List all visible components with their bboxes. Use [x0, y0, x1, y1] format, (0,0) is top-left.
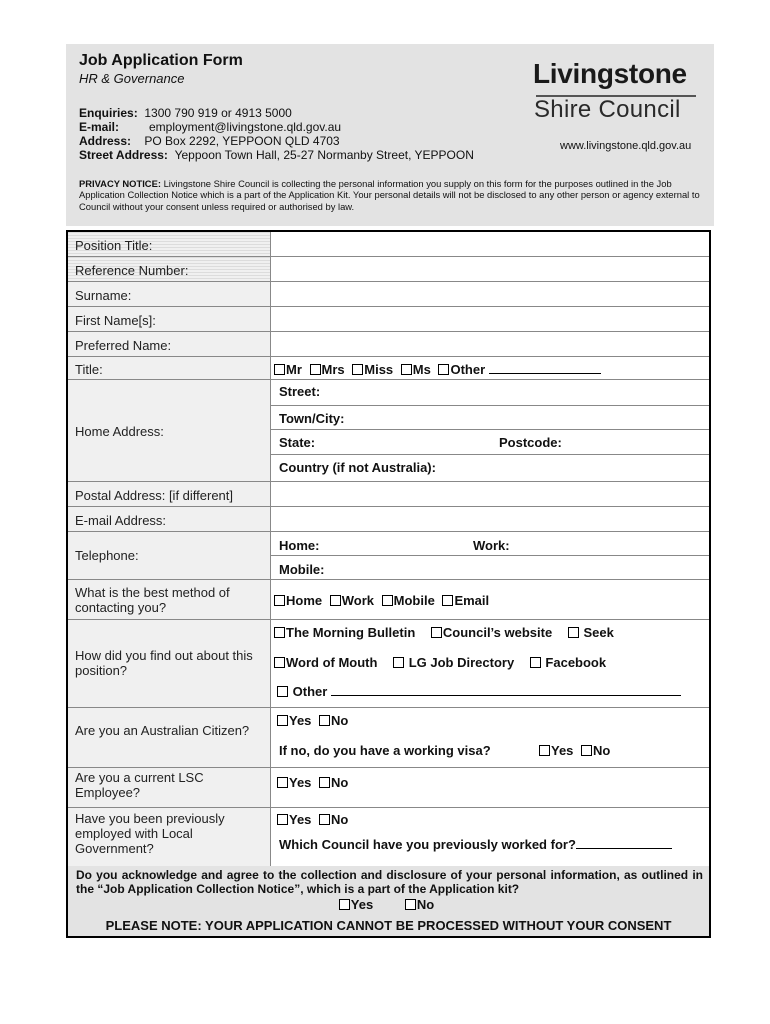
application-form	[66, 230, 711, 938]
enquiries-value: 1300 790 919 or 4913 5000	[144, 106, 292, 120]
email-label: E-mail:	[79, 120, 120, 134]
label-title: Title:	[75, 362, 103, 377]
title-options	[274, 362, 605, 377]
label-contact-method: What is the best method of contacting you?	[75, 585, 230, 615]
checkbox[interactable]	[274, 627, 285, 638]
checkbox[interactable]	[274, 364, 285, 375]
form-subtitle: HR & Governance	[79, 71, 185, 86]
row-preferred-name	[68, 332, 709, 357]
label-local-government: Have you been previously employed with Local Government?	[75, 811, 225, 856]
council-logo-subtitle: Shire Council	[534, 96, 681, 123]
reference-number-field[interactable]	[271, 257, 709, 281]
preferred-name-field[interactable]	[271, 332, 709, 356]
label-position-title: Position Title:	[75, 238, 153, 253]
label-telephone: Telephone:	[75, 548, 139, 563]
street-value: Yeppoon Town Hall, 25-27 Normanby Street, YEPPOON	[174, 148, 474, 162]
find-option-council-website[interactable]: Council’s website	[431, 625, 552, 640]
label-reference-number: Reference Number:	[75, 263, 189, 278]
address-value: PO Box 2292, YEPPOON QLD 4703	[144, 134, 340, 148]
checkbox[interactable]	[431, 627, 442, 638]
find-option-facebook[interactable]: Facebook	[530, 655, 606, 670]
row-find-position	[68, 620, 709, 708]
contact-option-work[interactable]: Work	[330, 593, 374, 608]
checkbox[interactable]	[581, 745, 592, 756]
title-option-other[interactable]: Other	[438, 362, 600, 377]
position-title-field[interactable]	[271, 232, 709, 256]
contact-option-mobile[interactable]: Mobile	[382, 593, 435, 608]
mobile-phone-field[interactable]: Mobile:	[279, 562, 325, 577]
enquiries-label: Enquiries	[79, 106, 134, 120]
checkbox[interactable]	[277, 814, 288, 825]
state-postcode-field[interactable]	[271, 430, 709, 455]
consent-section	[68, 866, 709, 936]
gov-option-no[interactable]: No	[319, 812, 348, 827]
street-field[interactable]: Street:	[271, 380, 709, 406]
checkbox[interactable]	[277, 777, 288, 788]
find-option-seek[interactable]: Seek	[568, 625, 614, 640]
council-logo-name: Livingstone	[533, 58, 687, 89]
checkbox[interactable]	[319, 814, 330, 825]
checkbox[interactable]	[319, 777, 330, 788]
lsc-option-yes[interactable]: Yes	[277, 775, 311, 790]
home-work-phone-field[interactable]	[271, 532, 709, 556]
citizen-option-no[interactable]: No	[319, 713, 348, 728]
checkbox[interactable]	[352, 364, 363, 375]
enquiries-line: Enquiries: 1300 790 919 or 4913 5000	[79, 106, 292, 120]
row-reference-number	[68, 257, 709, 282]
state-label: State:	[279, 435, 316, 450]
lsc-option-no[interactable]: No	[319, 775, 348, 790]
checkbox[interactable]	[405, 899, 416, 910]
contact-option-home[interactable]: Home	[274, 593, 322, 608]
consent-option-yes[interactable]: Yes	[339, 897, 373, 912]
street-label: Street Address:	[79, 148, 168, 162]
row-postal-address	[68, 482, 709, 507]
which-council-question: Which Council have you previously worked for?	[279, 837, 576, 852]
form-header	[66, 44, 714, 226]
row-lsc-employee	[68, 768, 709, 808]
home-phone-label: Home:	[279, 538, 320, 553]
find-options-row-2	[274, 655, 610, 670]
lsc-options	[277, 775, 352, 790]
surname-field[interactable]	[271, 282, 709, 306]
label-surname: Surname:	[75, 288, 132, 303]
privacy-label: PRIVACY NOTICE:	[79, 178, 161, 189]
label-lsc-employee: Are you a current LSC Employee?	[75, 770, 204, 800]
row-email-address	[68, 507, 709, 532]
visa-options	[539, 743, 614, 758]
checkbox[interactable]	[539, 745, 550, 756]
label-postal-address: Postal Address: [if different]	[75, 488, 234, 503]
label-citizen: Are you an Australian Citizen?	[75, 723, 250, 738]
visa-option-yes[interactable]: Yes	[539, 743, 573, 758]
title-option-miss[interactable]: Miss	[352, 362, 393, 377]
row-first-names	[68, 307, 709, 332]
checkbox[interactable]	[330, 595, 341, 606]
find-option-word-of-mouth[interactable]: Word of Mouth	[274, 655, 377, 670]
gov-options	[277, 812, 352, 827]
citizen-option-yes[interactable]: Yes	[277, 713, 311, 728]
contact-option-email[interactable]: Email	[442, 593, 489, 608]
find-option-morning-bulletin[interactable]: The Morning Bulletin	[274, 625, 415, 640]
row-local-government	[68, 808, 709, 866]
row-surname	[68, 282, 709, 307]
consent-question: Do you acknowledge and agree to the collection and disclosure of your personal information, as outlined in the “Job Application Collection Notice”, which is a part of the Application kit?	[76, 868, 703, 896]
consent-warning: PLEASE NOTE: YOUR APPLICATION CANNOT BE PROCESSED WITHOUT YOUR CONSENT	[105, 918, 672, 933]
row-citizen	[68, 708, 709, 768]
title-option-mrs[interactable]: Mrs	[310, 362, 345, 377]
label-preferred-name: Preferred Name:	[75, 338, 172, 353]
checkbox[interactable]	[568, 627, 579, 638]
town-city-field[interactable]: Town/City:	[271, 406, 709, 430]
label-home-address: Home Address:	[75, 424, 164, 439]
row-telephone	[68, 532, 709, 580]
email-address-field[interactable]	[271, 507, 709, 531]
checkbox[interactable]	[274, 657, 285, 668]
country-field[interactable]: Country (if not Australia):	[279, 460, 436, 475]
gov-option-yes[interactable]: Yes	[277, 812, 311, 827]
title-option-ms[interactable]: Ms	[401, 362, 431, 377]
title-other-blank[interactable]	[489, 373, 601, 374]
visa-question: If no, do you have a working visa?	[279, 743, 491, 758]
which-council-blank[interactable]	[576, 848, 672, 849]
label-find-position: How did you find out about this position?	[75, 648, 253, 678]
checkbox[interactable]	[277, 686, 288, 697]
label-first-names: First Name[s]:	[75, 313, 156, 328]
checkbox[interactable]	[274, 595, 285, 606]
privacy-text: Livingstone Shire Council is collecting the personal information you supply on this form for the purposes outlined in the Job Application Collection Notice which is a part of the Application Kit. Your personal details will not be disclosed to any other person or agency external to Council without your consent unless required or authorised by law.	[79, 178, 700, 212]
find-option-other[interactable]: Other	[277, 684, 681, 699]
contact-options	[274, 593, 493, 608]
row-home-address	[68, 380, 709, 482]
website-link[interactable]: www.livingstone.qld.gov.au	[560, 140, 692, 152]
work-phone-label: Work:	[473, 538, 510, 553]
which-council-line	[279, 837, 672, 852]
postcode-label: Postcode:	[499, 435, 562, 450]
postal-address-field[interactable]	[271, 482, 709, 506]
checkbox[interactable]	[530, 657, 541, 668]
checkbox[interactable]	[277, 715, 288, 726]
row-position-title	[68, 232, 709, 257]
form-title: Job Application Form	[79, 52, 243, 69]
checkbox[interactable]	[438, 364, 449, 375]
email-link[interactable]: employment@livingstone.qld.gov.au	[149, 120, 342, 134]
title-option-mr[interactable]: Mr	[274, 362, 302, 377]
find-other-blank[interactable]	[331, 695, 681, 696]
checkbox[interactable]	[382, 595, 393, 606]
row-title	[68, 357, 709, 380]
find-options-row-1	[274, 625, 618, 640]
checkbox[interactable]	[310, 364, 321, 375]
email-line	[79, 120, 341, 134]
first-names-field[interactable]	[271, 307, 709, 331]
visa-option-no[interactable]: No	[581, 743, 610, 758]
label-email-address: E-mail Address:	[75, 513, 167, 528]
consent-options	[68, 897, 709, 912]
checkbox[interactable]	[339, 899, 350, 910]
address-line: Address: PO Box 2292, YEPPOON QLD 4703	[79, 134, 340, 148]
consent-option-no[interactable]: No	[405, 897, 434, 912]
privacy-notice	[79, 178, 704, 212]
row-contact-method	[68, 580, 709, 620]
checkbox[interactable]	[393, 657, 404, 668]
find-option-lg-job-directory[interactable]: LG Job Directory	[393, 655, 514, 670]
checkbox[interactable]	[401, 364, 412, 375]
citizen-options	[277, 713, 352, 728]
street-line	[79, 148, 474, 162]
address-label: Address	[79, 134, 128, 148]
checkbox[interactable]	[319, 715, 330, 726]
checkbox[interactable]	[442, 595, 453, 606]
